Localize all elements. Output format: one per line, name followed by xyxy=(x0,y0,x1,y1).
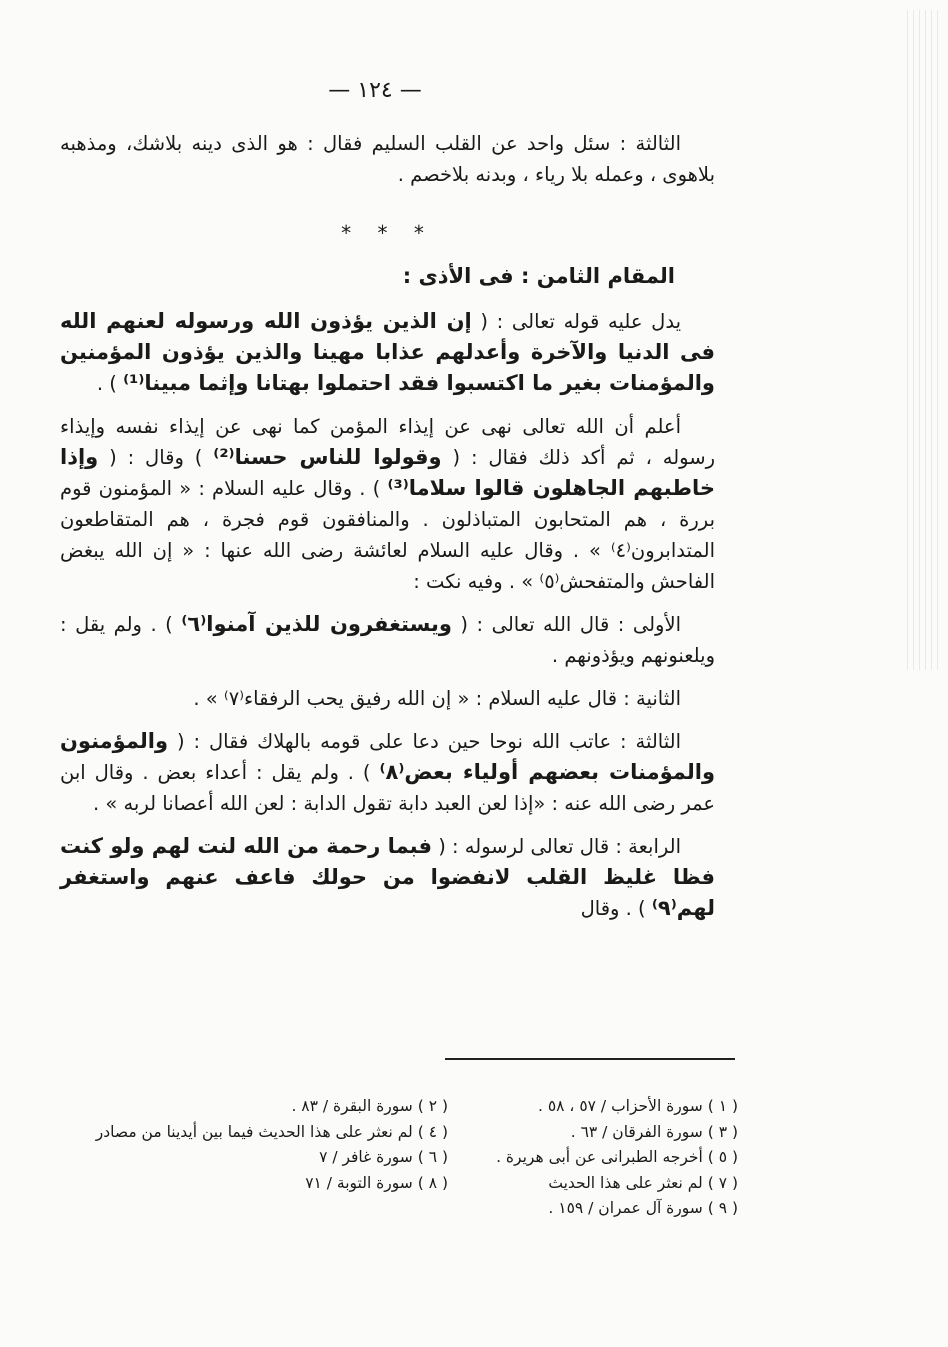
footnote-9: ( ٩ ) سورة آل عمران / ١٥٩ . xyxy=(548,1199,738,1217)
page-number: — ١٢٤ — xyxy=(328,78,422,103)
text-span: ) . xyxy=(96,372,124,395)
quran-quote: وقولوا للناس حسنا⁽²⁾ xyxy=(213,445,442,469)
footnote-7: ( ٧ ) لم نعثر على هذا الحديث xyxy=(548,1173,738,1192)
footnote-4: ( ٤ ) لم نعثر على هذا الحديث فيما بين أيدينا من مصادر xyxy=(95,1122,448,1141)
footnotes-column-right xyxy=(468,1094,738,1222)
footnote-6: ( ٦ ) سورة غافر / ٧ xyxy=(319,1148,448,1166)
paragraph-2 xyxy=(60,306,715,399)
quran-quote: فبما رحمة من الله لنت لهم ولو كنت فظا غليظ القلب لانفضوا من حولك فاعف عنهم واستغفر لهم⁽٩⁾ xyxy=(60,834,715,920)
text-span: ) . ولم يقل : أعداء بعض . وقال ابن عمر رضى الله عنه : «إذا لعن العبد دابة تقول الدابة : لعن الله أعصانا لربه » . xyxy=(60,761,715,815)
section-separator: * * * xyxy=(341,221,434,245)
binding-edge xyxy=(902,10,942,670)
text-span: الثالثة : عاتب الله نوحا حين دعا على قومه بالهلاك فقال : ( xyxy=(168,730,681,753)
text-span: ) . وقال عليه السلام : « المؤمنون قوم بررة ، هم المتحابون المتباذلون . والمنافقون قوم فجرة ، هم المتقاطعون المتدابرون⁽٤⁾ » . وقال عليه السلام لعائشة رضى الله عنها : « إن الله يبغض الفاحش والمتفحش⁽٥⁾ » . وفيه نكت : xyxy=(60,477,715,593)
text-span: ) . وقال xyxy=(580,897,652,920)
text-span: ) وقال : ( xyxy=(98,446,214,469)
footnote-2: ( ٢ ) سورة البقرة / ٨٣ . xyxy=(291,1097,448,1115)
text-span: يدل عليه قوله تعالى : ( xyxy=(471,310,681,333)
text-span: أعلم أن الله تعالى نهى عن إيذاء المؤمن كما نهى عن إيذاء نفسه وإيذاء رسوله ، ثم أكد ذلك فقال : ( xyxy=(60,415,716,469)
paragraph-6 xyxy=(60,726,715,819)
paragraph-1: الثالثة : سئل واحد عن القلب السليم فقال : هو الذى دينه بلاشك، ومذهبه بلاهوى ، وعمله بلا رياء ، وبدنه بلاخصم . xyxy=(60,132,715,186)
text-span: ) . ولم يقل : ويلعنونهم ويؤذونهم . xyxy=(60,613,715,667)
footnote-1: ( ١ ) سورة الأحزاب / ٥٧ ، ٥٨ . xyxy=(537,1097,738,1115)
footnote-8: ( ٨ ) سورة التوبة / ٧١ xyxy=(305,1173,448,1192)
text-span: الأولى : قال الله تعالى : ( xyxy=(451,613,681,636)
paragraph-7 xyxy=(60,831,715,924)
quran-quote: وإذا خاطبهم الجاهلون قالوا سلاما⁽³⁾ xyxy=(60,445,716,500)
quran-quote: إن الذين يؤذون الله ورسوله لعنهم الله فى الدنيا والآخرة وأعدلهم عذابا مهينا والذين يؤذون المؤمنين والمؤمنات بغير ما اكتسبوا فقد احتملوا بهتانا وإثما مبينا⁽¹⁾ xyxy=(60,309,715,395)
text-span: الرابعة : قال تعالى لرسوله : ( xyxy=(431,835,681,858)
section-heading: المقام الثامن : فى الأذى : xyxy=(402,264,675,288)
footnote-3: ( ٣ ) سورة الفرقان / ٦٣ . xyxy=(570,1122,738,1141)
paragraph-5: الثانية : قال عليه السلام : « إن الله رفيق يحب الرفقاء⁽٧⁾ » . xyxy=(193,687,681,710)
footnote-divider xyxy=(445,1058,735,1060)
quran-quote: ويستغفرون للذين آمنوا⁽٦⁾ xyxy=(181,612,452,636)
footnote-5: ( ٥ ) أخرجه الطبرانى عن أبى هريرة . xyxy=(496,1148,738,1166)
paragraph-4 xyxy=(60,609,715,671)
main-text xyxy=(60,128,715,924)
quran-quote: والمؤمنون والمؤمنات بعضهم أولياء بعض⁽٨⁾ xyxy=(60,729,715,784)
footnotes-column-left xyxy=(58,1094,448,1196)
paragraph-3 xyxy=(60,411,715,597)
